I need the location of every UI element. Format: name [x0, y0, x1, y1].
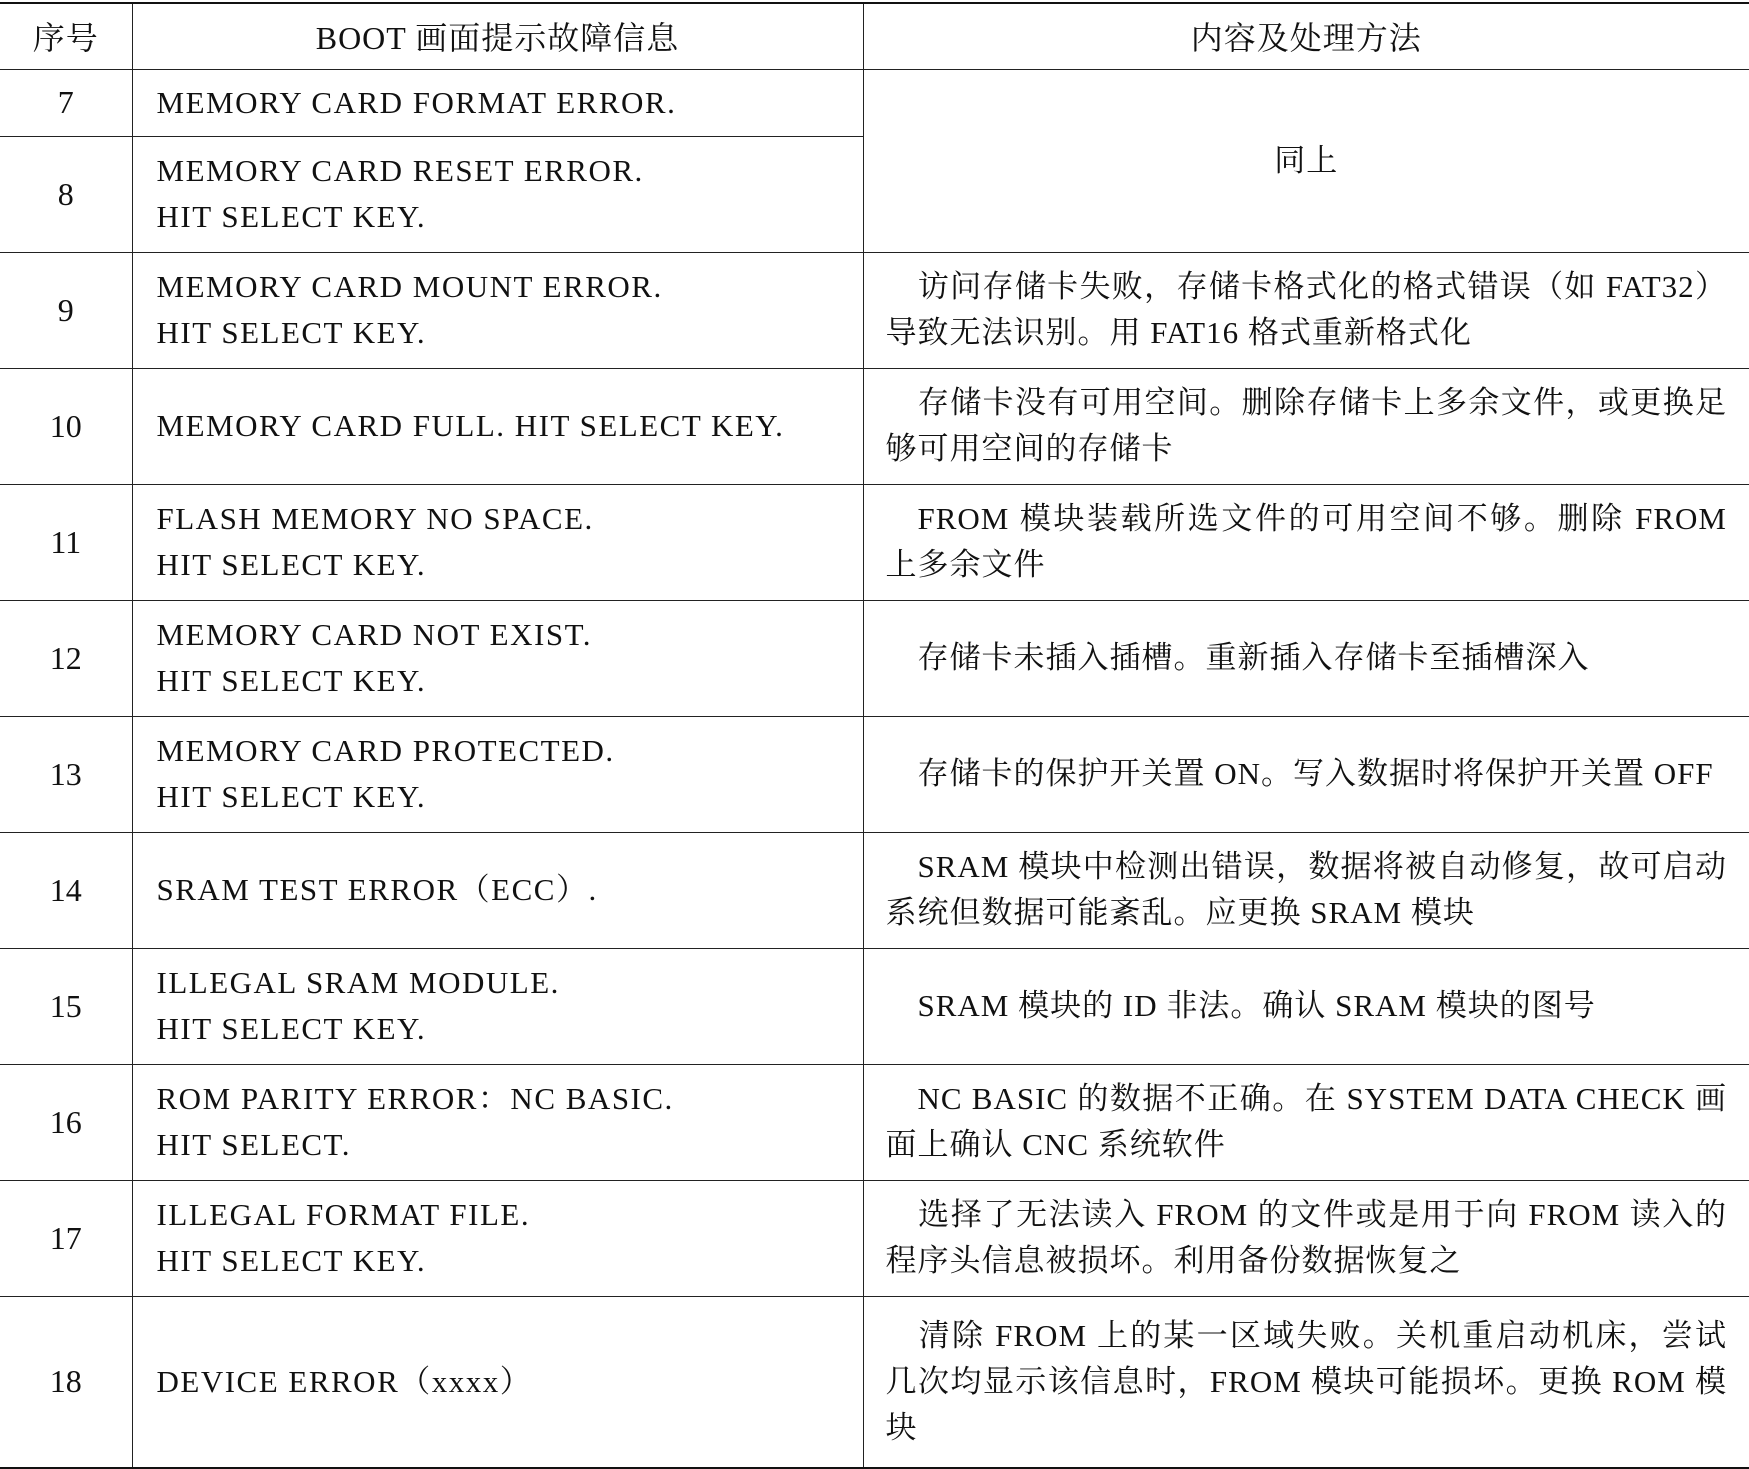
row-description-text: FROM 模块装载所选文件的可用空间不够。删除 FROM 上多余文件	[885, 501, 1727, 582]
row-description-text: 访问存储卡失败，存储卡格式化的格式错误（如 FAT32）导致无法识别。用 FAT16 格式重新格式化	[885, 269, 1727, 350]
table-row	[0, 368, 1749, 484]
row-message: ILLEGAL FORMAT FILE. HIT SELECT KEY.	[132, 1180, 863, 1296]
row-number: 18	[0, 1296, 132, 1468]
row-number: 16	[0, 1064, 132, 1180]
row-description	[863, 484, 1749, 600]
header-boot-message: BOOT 画面提示故障信息	[132, 3, 863, 69]
header-description: 内容及处理方法	[863, 3, 1749, 69]
row-number: 12	[0, 600, 132, 716]
row-number: 7	[0, 69, 132, 136]
table-row	[0, 1296, 1749, 1468]
row-description	[863, 716, 1749, 832]
row-message: MEMORY CARD RESET ERROR. HIT SELECT KEY.	[132, 136, 863, 252]
row-description-text: SRAM 模块的 ID 非法。确认 SRAM 模块的图号	[917, 988, 1596, 1023]
table-row	[0, 1180, 1749, 1296]
table-row	[0, 484, 1749, 600]
boot-error-table-container	[0, 2, 1749, 1469]
row-number: 9	[0, 252, 132, 368]
row-description-text: SRAM 模块中检测出错误，数据将被自动修复，故可启动系统但数据可能紊乱。应更换 SRAM 模块	[885, 849, 1727, 930]
table-row	[0, 1064, 1749, 1180]
row-description-text: 存储卡的保护开关置 ON。写入数据时将保护开关置 OFF	[917, 756, 1714, 791]
row-description-text: 存储卡未插入插槽。重新插入存储卡至插槽深入	[917, 640, 1590, 675]
row-number: 17	[0, 1180, 132, 1296]
table-row	[0, 716, 1749, 832]
row-message: MEMORY CARD PROTECTED. HIT SELECT KEY.	[132, 716, 863, 832]
row-number: 10	[0, 368, 132, 484]
row-description	[863, 1180, 1749, 1296]
row-message: MEMORY CARD NOT EXIST. HIT SELECT KEY.	[132, 600, 863, 716]
row-number: 14	[0, 832, 132, 948]
row-description: 同上	[863, 69, 1749, 252]
table-row	[0, 252, 1749, 368]
row-message: ROM PARITY ERROR：NC BASIC. HIT SELECT.	[132, 1064, 863, 1180]
row-description-text: NC BASIC 的数据不正确。在 SYSTEM DATA CHECK 画面上确认 CNC 系统软件	[885, 1081, 1727, 1162]
row-description	[863, 948, 1749, 1064]
row-number: 8	[0, 136, 132, 252]
table-row	[0, 948, 1749, 1064]
row-description	[863, 832, 1749, 948]
table-row	[0, 600, 1749, 716]
row-description	[863, 368, 1749, 484]
row-message: ILLEGAL SRAM MODULE. HIT SELECT KEY.	[132, 948, 863, 1064]
row-description	[863, 1064, 1749, 1180]
header-index: 序号	[0, 3, 132, 69]
boot-error-table	[0, 2, 1749, 1469]
row-description-text: 清除 FROM 上的某一区域失败。关机重启动机床，尝试几次均显示该信息时，FROM 模块可能损坏。更换 ROM 模块	[885, 1317, 1727, 1445]
row-message: DEVICE ERROR（xxxx）	[132, 1296, 863, 1468]
row-description	[863, 600, 1749, 716]
row-number: 11	[0, 484, 132, 600]
table-row	[0, 69, 1749, 136]
row-number: 15	[0, 948, 132, 1064]
row-description	[863, 1296, 1749, 1468]
row-description-text: 存储卡没有可用空间。删除存储卡上多余文件，或更换足够可用空间的存储卡	[885, 385, 1727, 466]
table-header-row	[0, 3, 1749, 69]
row-message: MEMORY CARD FULL. HIT SELECT KEY.	[132, 368, 863, 484]
row-message: MEMORY CARD FORMAT ERROR.	[132, 69, 863, 136]
row-description	[863, 252, 1749, 368]
row-message: FLASH MEMORY NO SPACE. HIT SELECT KEY.	[132, 484, 863, 600]
table-row	[0, 832, 1749, 948]
row-description-text: 选择了无法读入 FROM 的文件或是用于向 FROM 读入的程序头信息被损坏。利用备份数据恢复之	[885, 1197, 1727, 1278]
row-message: MEMORY CARD MOUNT ERROR. HIT SELECT KEY.	[132, 252, 863, 368]
row-number: 13	[0, 716, 132, 832]
row-message: SRAM TEST ERROR（ECC）.	[132, 832, 863, 948]
